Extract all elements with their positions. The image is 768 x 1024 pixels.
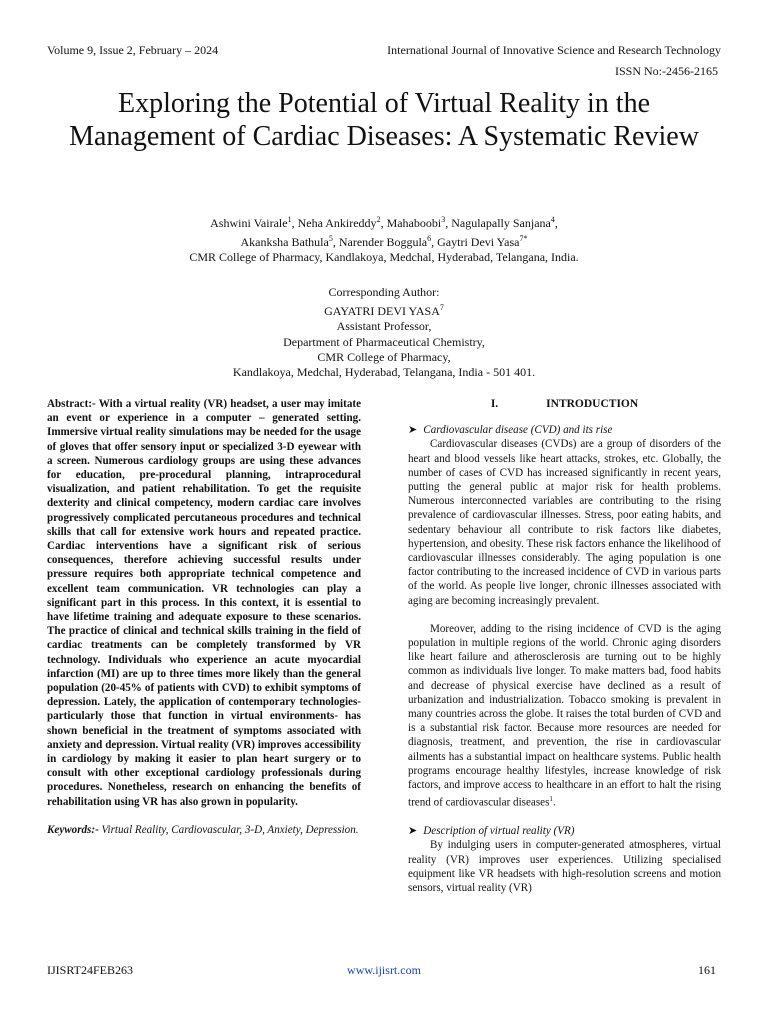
author-name: Neha Ankireddy <box>297 216 377 230</box>
paragraph: By indulging users in computer-generated atmospheres, virtual reality (VR) improves user experiences. Utilizing specialised equipment like VR headsets with high-resolution screens and motion sensors, virtual reality (VR) <box>408 839 721 894</box>
footer-url-link[interactable]: www.ijisrt.com <box>347 963 421 977</box>
corresponding-department: Department of Pharmaceutical Chemistry, <box>283 334 485 349</box>
corresponding-name-line: GAYATRI DEVI YASA$^7$ <box>324 303 444 319</box>
right-column <box>408 397 721 895</box>
arrow-bullet-icon: ➤ <box>408 825 418 838</box>
subheading-vr: ➤ Description of virtual reality (VR) <box>408 825 575 838</box>
keywords-text: Virtual Reality, Cardiovascular, 3-D, Anxiety, Depression. <box>101 823 359 836</box>
author-name: Gaytri Devi Yasa <box>437 235 520 249</box>
author-name: Ashwini Vairale <box>210 216 288 230</box>
volume-issue: Volume 9, Issue 2, February – 2024 <box>47 43 219 57</box>
author-name: Mahaboobi <box>386 216 442 230</box>
corresponding-label: Corresponding Author: <box>328 285 440 299</box>
subheading-cvd: ➤ Cardiovascular disease (CVD) and its rise <box>408 424 613 437</box>
corresponding-position: Assistant Professor, <box>336 319 432 334</box>
section-heading <box>408 397 721 411</box>
issn: ISSN No:-2456-2165 <box>614 64 718 78</box>
author-name: Akanksha Bathula <box>240 235 329 249</box>
corresponding-college: CMR College of Pharmacy, <box>317 349 451 364</box>
corresponding-author-block <box>40 285 728 380</box>
left-column <box>47 397 361 837</box>
journal-name: International Journal of Innovative Science and Research Technology <box>387 43 721 57</box>
keywords-label: Keywords:- <box>47 823 99 836</box>
section-number: I. <box>490 398 499 410</box>
author-name: Narender Boggula <box>338 235 428 249</box>
paragraph: Cardiovascular diseases (CVDs) are a group of disorders of the heart and blood vessels like heart attacks, strokes, etc. Globally, the number of cases of CVD has increased significantly in recent years, putting the general public at major risk for health problems. Numerous interconnected variables are contributing to the rising prevalence of cardiovascular illnesses. Stress, poor eating habits, and sedentary behaviour all contribute to risk factors like diabetes, hypertension, and obesity. These risk factors enhance the likelihood of cardiovascular illnesses considerably. The aging population is one factor contributing to the increased incidence of CVD in various parts of the world. As people live longer, chronic illnesses associated with aging are becoming increasingly prevalent. <box>408 438 721 607</box>
author-block <box>40 212 728 265</box>
abstract: Abstract:- With a virtual reality (VR) headset, a user may imitate an event or experience in a computer – generated setting. Immersive virtual reality simulations may be needed for the usage of gloves that offer sensory input or specialized 3-D eyewear with a screen. Numerous cardiology groups are using these advances for education, pre-procedural planning, intraprocedural visualization, and patient rehabilitation. To get the requisite dexterity and clinical competency, modern cardiac care involves progressively complicated percutaneous procedures and technical skills that call for extensive work hours and repeated practice. Cardiac interventions have a significant risk of serious consequences, therefore achieving successful results under pressure requires both appropriate technical competence and excellent team communication. VR technologies can play a significant part in this process. In this context, it is essential to have lifetime training and adequate exposure to these scenarios. The practice of clinical and technical skills training in the field of cardiac treatments can be completely transformed by VR technology. Individuals who experience an acute myocardial infarction (MI) are up to three times more likely than the general population (20-45% of patients with CVD) to exhibit symptoms of depression. Lately, the application of contemporary technologies- particularly those that function in virtual environments- has shown beneficial in the treatment of symptoms associated with anxiety and depression. Virtual reality (VR) improves accessibility in cardiology by making it easier to plan heart surgery or to consult with other exceptional cardiology professionals during procedures. Nonetheless, research on enhancing the benefits of rehabilitation using VR has also grown in popularity. <box>47 398 361 808</box>
affiliation: CMR College of Pharmacy, Kandlakoya, Medchal, Hyderabad, Telangana, India. <box>189 250 579 264</box>
paper-title: Exploring the Potential of Virtual Reality in the Management of Cardiac Diseases: A Systematic Review <box>69 88 699 152</box>
corresponding-address: Kandlakoya, Medchal, Hyderabad, Telangana, India - 501 401. <box>232 365 536 380</box>
section-title: INTRODUCTION <box>546 398 639 410</box>
paragraph: Moreover, adding to the rising incidence of CVD is the aging population in multiple regions of the world. Chronic aging disorders like heart failure and atherosclerosis are turning out to be highly common as individuals live longer. To make matters bad, food habits and decrease of physical exercise have declined as a result of urbanization and industrialization. Tobacco smoking is prevalent in many countries across the globe. It raises the total burden of CVD and is a substantial risk factor. Because more resources are needed for diagnosis, treatment, and prevention, the rise in cardiovascular ailments has a substantial impact on healthcare systems. Public health programs encourage healthy lifestyles, increase knowledge of risk factors, and improve access to healthcare in an effort to halt the rising trend of cardiovascular diseases$^1$. <box>408 622 721 809</box>
arrow-bullet-icon: ➤ <box>408 424 418 437</box>
page-number: 161 <box>698 963 716 977</box>
keywords <box>47 823 361 837</box>
author-name: Nagulapally Sanjana <box>451 216 551 230</box>
author-line-1: Ashwini Vairale$^1$, Neha Ankireddy$^2$, Mahaboobi$^3$, Nagulapally Sanjana$^4$, <box>210 215 558 230</box>
author-line-2: Akanksha Bathula$^5$, Narender Boggula$^6$, Gaytri Devi Yasa$^{7*}$ <box>240 234 528 249</box>
footer-code: IJISRT24FEB263 <box>47 963 133 977</box>
